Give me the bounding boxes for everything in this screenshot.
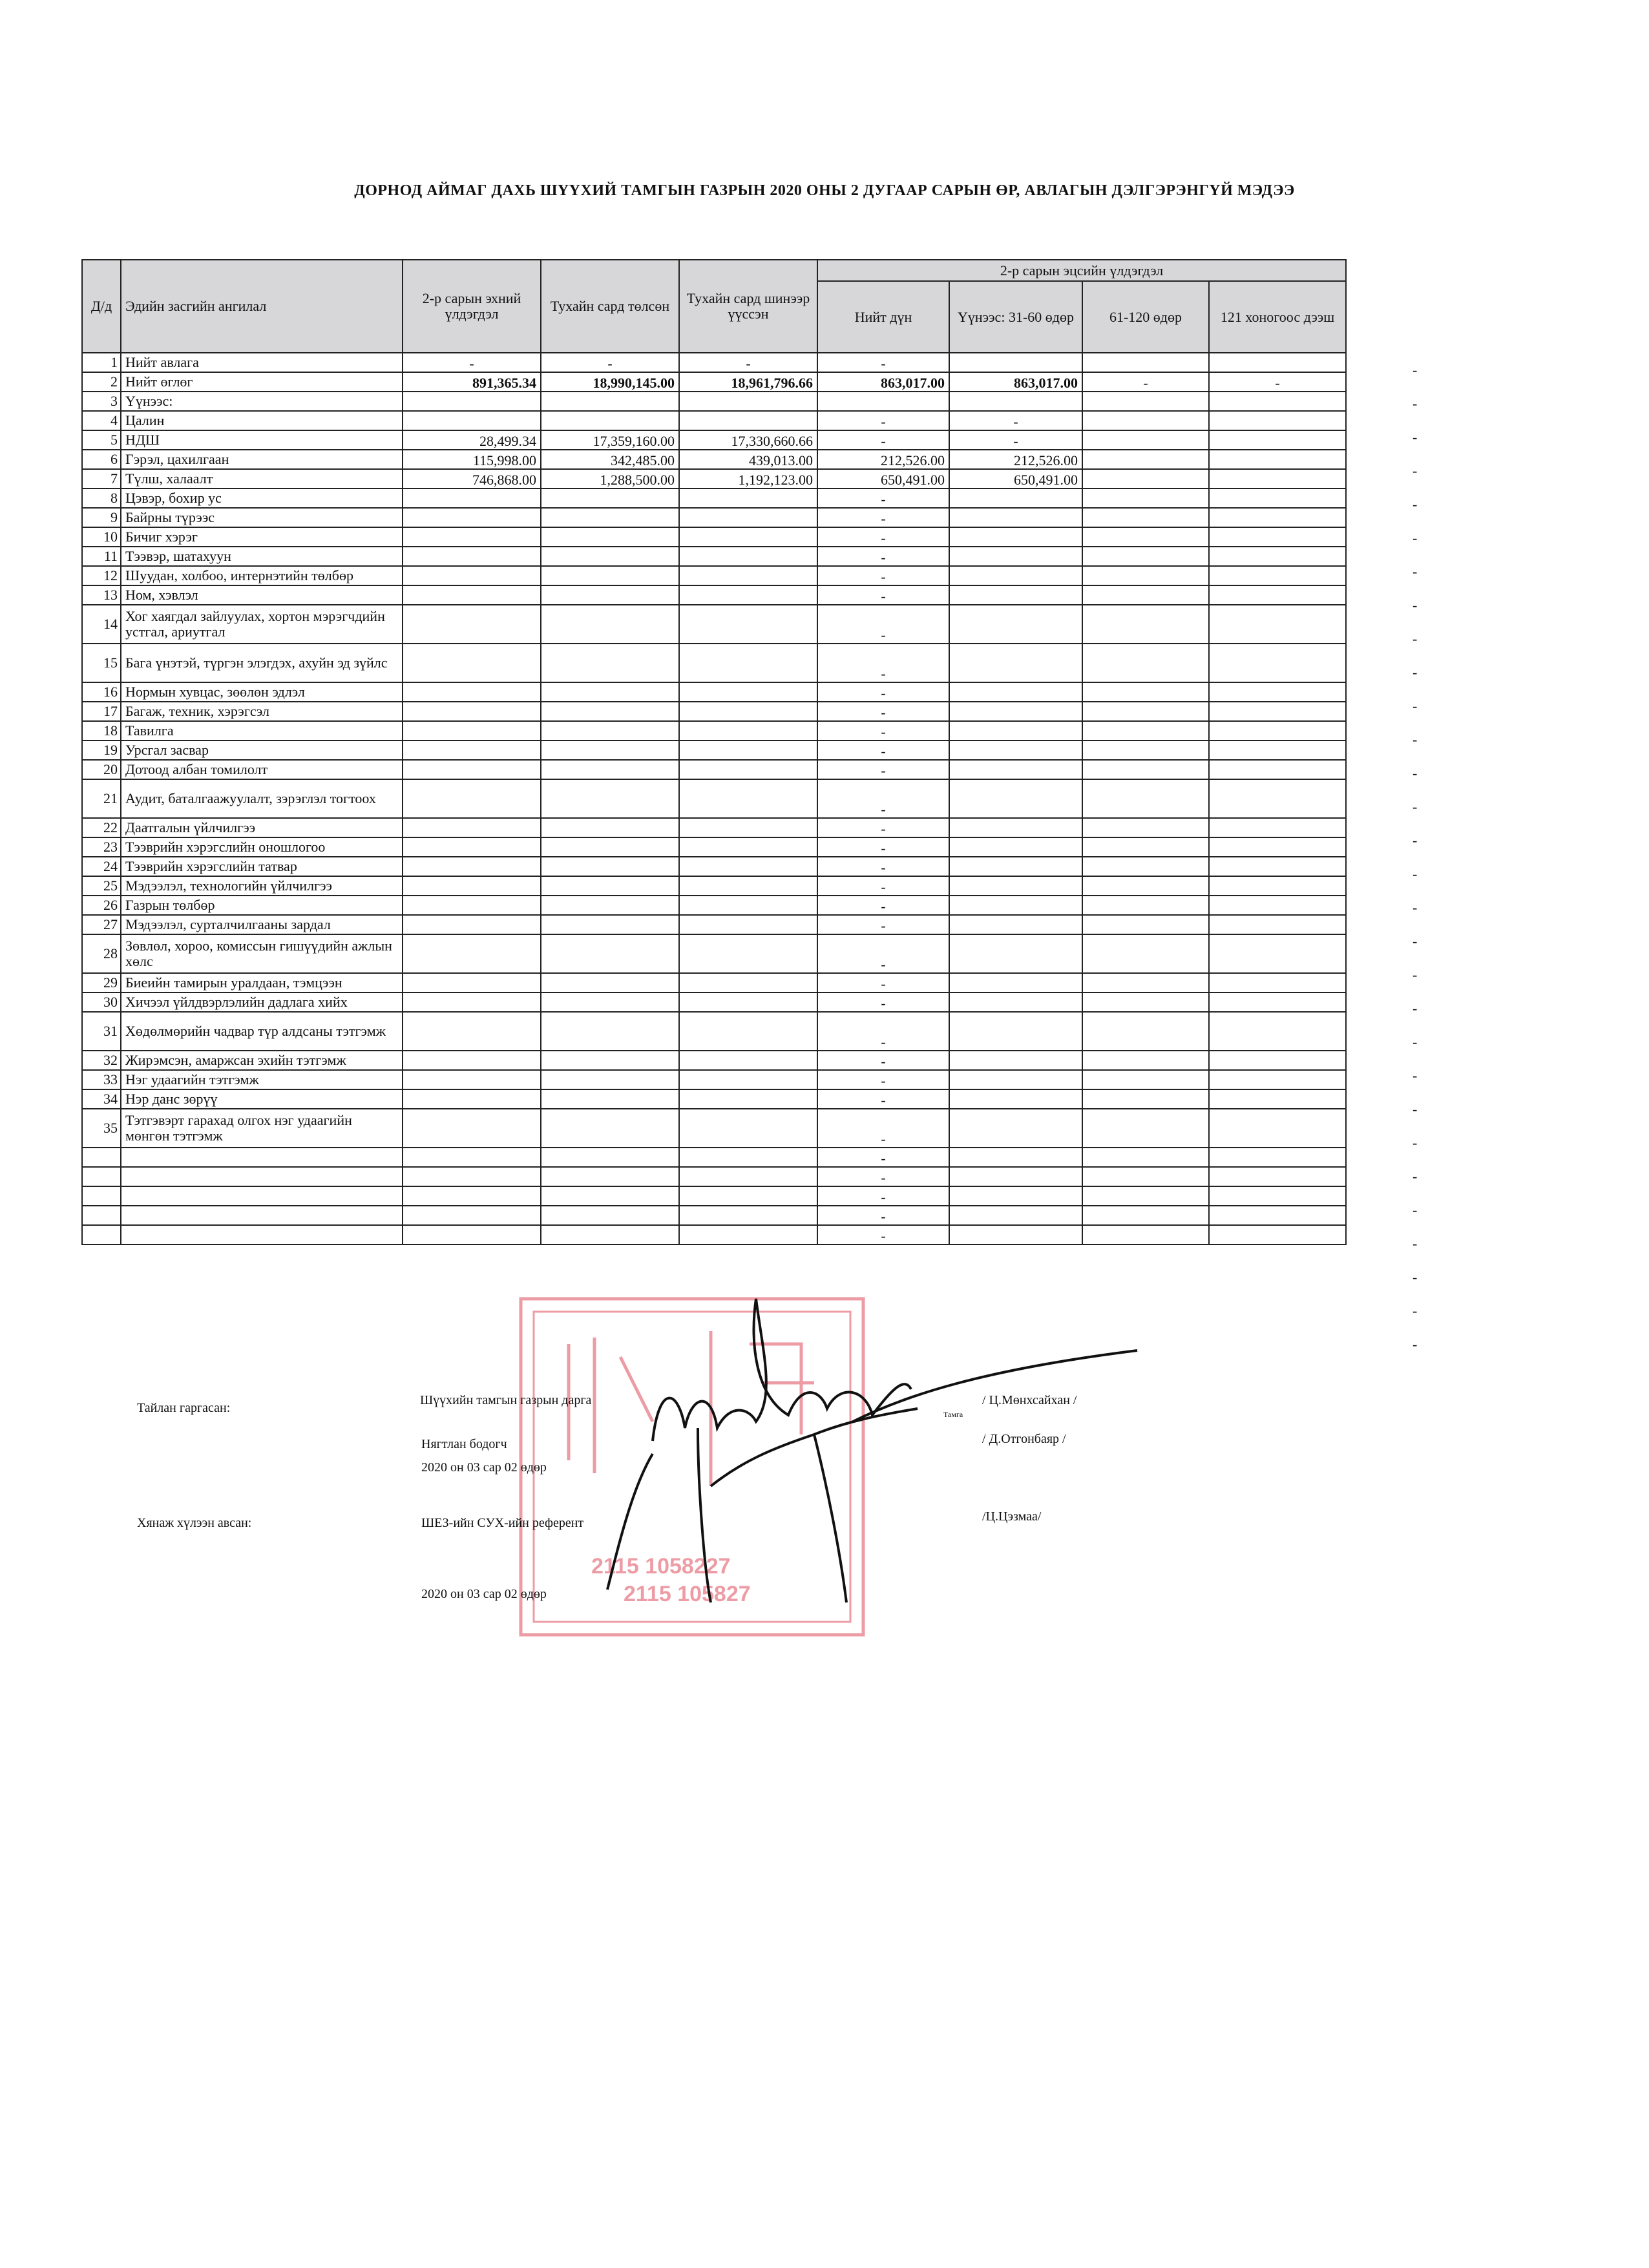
row-number: 9 [82, 508, 121, 527]
cell-d31_60: 212,526.00 [949, 450, 1082, 469]
row-number: 32 [82, 1051, 121, 1070]
col-header-group-closing: 2-р сарын эцсийн үлдэгдэл [817, 260, 1346, 281]
cell-total: - [817, 702, 949, 721]
stamp-text-2: 2115 105827 [624, 1582, 751, 1606]
row-category: Газрын төлбөр [121, 896, 403, 915]
cell-opening: 115,998.00 [403, 450, 541, 469]
row-category: Байрны түрээс [121, 508, 403, 527]
row-number: 24 [82, 857, 121, 876]
director-signature [653, 1299, 911, 1441]
col-header-opening: 2-р сарын эхний үлдэгдэл [403, 260, 541, 353]
row-number: 16 [82, 682, 121, 702]
cell-total: - [817, 1089, 949, 1109]
row-category: Дотоод албан томилолт [121, 760, 403, 779]
col-header-paid: Тухайн сард төлсөн [541, 260, 679, 353]
side-dash: - [1413, 1235, 1418, 1252]
row-category: Нормын хувцас, зөөлөн эдлэл [121, 682, 403, 702]
row-number: 26 [82, 896, 121, 915]
cell-new: 1,192,123.00 [679, 469, 817, 488]
cell-opening: 28,499.34 [403, 430, 541, 450]
cell-d31_60: - [949, 430, 1082, 450]
row-number: 22 [82, 818, 121, 837]
referent-title: ШЕЗ-ийн СУХ-ийн референт [421, 1516, 584, 1530]
cell-total: - [817, 896, 949, 915]
row-number: 34 [82, 1089, 121, 1109]
side-dash: - [1413, 1303, 1418, 1319]
cell-d31_60: 650,491.00 [949, 469, 1082, 488]
row-category: Бичиг хэрэг [121, 527, 403, 547]
row-number: 33 [82, 1070, 121, 1089]
col-header-no: Д/д [82, 260, 121, 353]
cell-total: - [817, 760, 949, 779]
cell-total: - [817, 779, 949, 818]
cell-paid: 342,485.00 [541, 450, 679, 469]
side-dash: - [1413, 1336, 1418, 1352]
row-number: 1 [82, 353, 121, 372]
received-date: 2020 он 03 сар 02 өдөр [421, 1587, 547, 1601]
row-category: Нийт өглөг [121, 372, 403, 392]
col-header-61-120: 61-120 өдөр [1082, 281, 1209, 353]
side-dash: - [1413, 496, 1418, 512]
row-category: Нэр данс зөрүү [121, 1089, 403, 1109]
side-dash: - [1413, 1101, 1418, 1117]
row-category: Мэдээлэл, технологийн үйлчилгээ [121, 876, 403, 896]
side-dash: - [1413, 799, 1418, 815]
row-category: Хичээл үйлдвэрлэлийн дадлага хийх [121, 992, 403, 1012]
side-dash: - [1413, 463, 1418, 479]
row-category: Цэвэр, бохир ус [121, 488, 403, 508]
row-category: Ном, хэвлэл [121, 585, 403, 605]
side-dash: - [1413, 1000, 1418, 1016]
cell-total: - [817, 1109, 949, 1148]
row-category: Нэг удаагийн тэтгэмж [121, 1070, 403, 1089]
row-category: Тээврийн хэрэгслийн оношлогоо [121, 837, 403, 857]
director-name: / Ц.Мөнхсайхан / [982, 1393, 1077, 1407]
cell-total: - [817, 508, 949, 527]
row-category: Тээврийн хэрэгслийн татвар [121, 857, 403, 876]
row-category: Цалин [121, 411, 403, 430]
row-number: 14 [82, 605, 121, 644]
side-dash: - [1413, 899, 1418, 916]
cell-total: - [817, 1070, 949, 1089]
row-category: Даатгалын үйлчилгээ [121, 818, 403, 837]
side-dash: - [1413, 362, 1418, 378]
cell-total: - [817, 644, 949, 682]
cell-total: - [817, 857, 949, 876]
cell-total: 863,017.00 [817, 372, 949, 392]
row-number: 29 [82, 973, 121, 992]
side-dash: - [1413, 631, 1418, 647]
cell-opening: - [403, 353, 541, 372]
row-number: 21 [82, 779, 121, 818]
stamp-label: Тамга [943, 1410, 963, 1419]
row-number: 6 [82, 450, 121, 469]
row-number: 3 [82, 392, 121, 411]
cell-total: - [817, 721, 949, 740]
cell-total: - [817, 1148, 949, 1167]
side-dash: - [1413, 1067, 1418, 1084]
row-number: 8 [82, 488, 121, 508]
cell-total: 212,526.00 [817, 450, 949, 469]
director-title: Шүүхийн тамгын газрын дарга [420, 1393, 592, 1407]
row-number: 4 [82, 411, 121, 430]
row-category: Аудит, баталгаажуулалт, зэрэглэл тогтоох [121, 779, 403, 818]
cell-total: - [817, 1167, 949, 1186]
side-dash: - [1413, 933, 1418, 949]
col-header-121: 121 хоногоос дээш [1209, 281, 1346, 353]
cell-total: - [817, 353, 949, 372]
cell-total: - [817, 837, 949, 857]
col-header-31-60: Үүнээс: 31-60 өдөр [949, 281, 1082, 353]
page-title: ДОРНОД АЙМАГ ДАХЬ ШҮҮХИЙ ТАМГЫН ГАЗРЫН 2020 ОНЫ 2 ДУГААР САРЫН ӨР, АВЛАГЫН ДЭЛГЭРЭНГҮЙ МЭДЭЭ [354, 182, 1295, 199]
report-date: 2020 он 03 сар 02 өдөр [421, 1460, 547, 1475]
row-category: Тэтгэвэрт гарахад олгох нэг удаагийн мөнгөн тэтгэмж [121, 1109, 403, 1148]
row-number: 30 [82, 992, 121, 1012]
cell-total: - [817, 527, 949, 547]
row-number: 27 [82, 915, 121, 934]
cell-total: - [817, 915, 949, 934]
row-number: 35 [82, 1109, 121, 1148]
cell-paid: 17,359,160.00 [541, 430, 679, 450]
cell-total: 650,491.00 [817, 469, 949, 488]
side-dash: - [1413, 832, 1418, 848]
side-dash: - [1413, 530, 1418, 546]
side-dash: - [1413, 1202, 1418, 1218]
cell-total: - [817, 992, 949, 1012]
cell-paid: 1,288,500.00 [541, 469, 679, 488]
row-number: 20 [82, 760, 121, 779]
row-category: Хог хаягдал зайлуулах, хортон мэрэгчдийн устгал, ариутгал [121, 605, 403, 644]
cell-d31_60: 863,017.00 [949, 372, 1082, 392]
accountant-name: / Д.Отгонбаяр / [982, 1432, 1066, 1446]
cell-total: - [817, 547, 949, 566]
cell-total: - [817, 818, 949, 837]
cell-total: - [817, 1206, 949, 1225]
row-number: 28 [82, 934, 121, 973]
row-category: Бага үнэтэй, түргэн элэгдэх, ахуйн эд зүйлс [121, 644, 403, 682]
received-label: Хянаж хүлээн авсан: [137, 1516, 252, 1530]
cell-opening: 891,365.34 [403, 372, 541, 392]
row-number: 25 [82, 876, 121, 896]
row-category: Зөвлөл, хороо, комиссын гишүүдийн ажлын хөлс [121, 934, 403, 973]
report-label: Тайлан гаргасан: [137, 1401, 231, 1415]
row-number: 7 [82, 469, 121, 488]
cell-total: - [817, 1186, 949, 1206]
row-number: 11 [82, 547, 121, 566]
row-number: 5 [82, 430, 121, 450]
row-number: 13 [82, 585, 121, 605]
row-category: Үүнээс: [121, 392, 403, 411]
row-number: 31 [82, 1012, 121, 1051]
referent-name: /Ц.Цэзмаа/ [982, 1509, 1042, 1524]
row-number: 18 [82, 721, 121, 740]
row-category: Мэдээлэл, сурталчилгааны зардал [121, 915, 403, 934]
row-category: Тээвэр, шатахуун [121, 547, 403, 566]
cell-new: 18,961,796.66 [679, 372, 817, 392]
side-dash: - [1413, 429, 1418, 445]
cell-total: - [817, 411, 949, 430]
row-category: Түлш, халаалт [121, 469, 403, 488]
stamp-text-1: 2115 1058227 [591, 1554, 731, 1579]
row-category: Хөдөлмөрийн чадвар түр алдсаны тэтгэмж [121, 1012, 403, 1051]
cell-d61_120: - [1082, 372, 1209, 392]
side-dash: - [1413, 664, 1418, 680]
side-dash: - [1413, 1135, 1418, 1151]
cell-total: - [817, 682, 949, 702]
row-number: 15 [82, 644, 121, 682]
cell-opening: 746,868.00 [403, 469, 541, 488]
row-number: 10 [82, 527, 121, 547]
side-dash: - [1413, 866, 1418, 882]
col-header-category: Эдийн засгийн ангилал [121, 260, 403, 353]
row-category: Нийт авлага [121, 353, 403, 372]
row-category: Биеийн тамирын уралдаан, тэмцээн [121, 973, 403, 992]
col-header-new: Тухайн сард шинээр үүссэн [679, 260, 817, 353]
row-category: Багаж, техник, хэрэгсэл [121, 702, 403, 721]
cell-total: - [817, 876, 949, 896]
cell-total: - [817, 1051, 949, 1070]
cell-total: - [817, 740, 949, 760]
side-dash: - [1413, 1269, 1418, 1285]
side-dash: - [1413, 698, 1418, 714]
cell-total: - [817, 605, 949, 644]
row-category: НДШ [121, 430, 403, 450]
side-dash: - [1413, 967, 1418, 983]
cell-total: - [817, 934, 949, 973]
accountant-title: Нягтлан бодогч [421, 1437, 507, 1451]
cell-d31_60: - [949, 411, 1082, 430]
row-number: 19 [82, 740, 121, 760]
cell-paid: - [541, 353, 679, 372]
row-category: Жирэмсэн, амаржсан эхийн тэтгэмж [121, 1051, 403, 1070]
cell-new: - [679, 353, 817, 372]
cell-total: - [817, 488, 949, 508]
side-dash: - [1413, 765, 1418, 781]
row-number: 17 [82, 702, 121, 721]
cell-total: - [817, 1225, 949, 1244]
side-dash: - [1413, 1168, 1418, 1184]
cell-new: 439,013.00 [679, 450, 817, 469]
row-number: 12 [82, 566, 121, 585]
cell-total: - [817, 585, 949, 605]
row-number: 23 [82, 837, 121, 857]
side-dash: - [1413, 563, 1418, 580]
row-category: Урсгал засвар [121, 740, 403, 760]
side-dash: - [1413, 597, 1418, 613]
row-category: Тавилга [121, 721, 403, 740]
cell-paid: 18,990,145.00 [541, 372, 679, 392]
row-number: 2 [82, 372, 121, 392]
cell-total: - [817, 973, 949, 992]
col-header-total: Нийт дүн [817, 281, 949, 353]
cell-total: - [817, 566, 949, 585]
side-dash: - [1413, 395, 1418, 412]
side-dash: - [1413, 731, 1418, 748]
row-category: Шуудан, холбоо, интернэтийн төлбөр [121, 566, 403, 585]
cell-total: - [817, 1012, 949, 1051]
side-dash: - [1413, 1034, 1418, 1050]
row-category: Гэрэл, цахилгаан [121, 450, 403, 469]
cell-new: 17,330,660.66 [679, 430, 817, 450]
cell-d121: - [1209, 372, 1346, 392]
cell-total: - [817, 430, 949, 450]
